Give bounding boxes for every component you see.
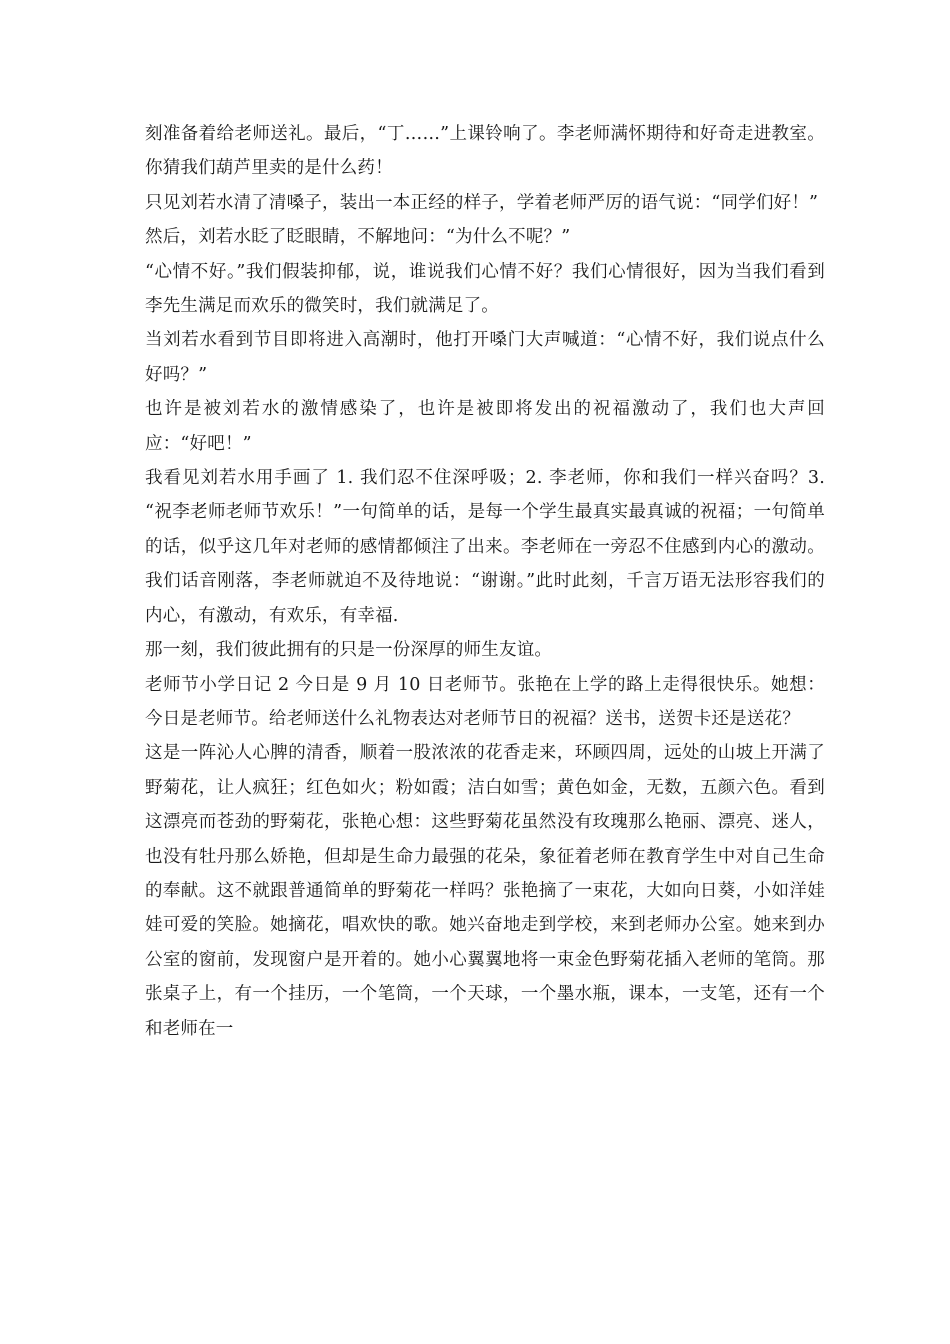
- paragraph: 只见刘若水清了清嗓子，装出一本正经的样子，学着老师严厉的语气说：“同学们好！”: [145, 192, 819, 213]
- paragraph: 那一刻，我们彼此拥有的只是一份深厚的师生友谊。: [145, 640, 553, 661]
- paragraph: 刻准备着给老师送礼。最后，“丁……”上课铃响了。李老师满怀期待和好奇走进教室。你猜我们葫芦里卖的是什么药！: [145, 124, 825, 179]
- paragraph: 当刘若水看到节目即将进入高潮时，他打开嗓门大声喊道：“心情不好，我们说点什么好吗？”: [145, 330, 825, 385]
- paragraph: 我看见刘若水用手画了 1. 我们忍不住深呼吸；2. 李老师，你和我们一样兴奋吗？3. “祝李老师老师节欢乐！”一句简单的话，是每一个学生最真实最真诚的祝福；一句简单的话，似乎这几年对老师的感情都倾注了出来。李老师在一旁忍不住感到内心的激动。我们话音刚落，李老师就迫不及待地说：“谢谢。”此时此刻，千言万语无法形容我们的内心，有激动，有欢乐，有幸福.: [145, 468, 825, 626]
- paragraph: 老师节小学日记 2 今日是 9 月 10 日老师节。张艳在上学的路上走得很快乐。她想：今日是老师节。给老师送什么礼物表达对老师节日的祝福？送书，送贺卡还是送花？: [145, 674, 825, 729]
- paragraph: 这是一阵沁人心脾的清香，顺着一股浓浓的花香走来，环顾四周，远处的山坡上开满了野菊花，让人疯狂；红色如火；粉如霞；洁白如雪；黄色如金，无数，五颜六色。看到这漂亮而苍劲的野菊花，张艳心想：这些野菊花虽然没有玫瑰那么艳丽、漂亮、迷人，也没有牡丹那么娇艳，但却是生命力最强的花朵，象征着老师在教育学生中对自己生命的奉献。这不就跟普通简单的野菊花一样吗？张艳摘了一束花，大如向日葵，小如洋娃娃可爱的笑脸。她摘花，唱欢快的歌。她兴奋地走到学校，来到老师办公室。她来到办公室的窗前，发现窗户是开着的。她小心翼翼地将一束金色野菊花插入老师的笔筒。那张桌子上，有一个挂历，一个笔筒，一个天球，一个墨水瓶，课本，一支笔，还有一个和老师在一: [145, 743, 825, 1039]
- paragraph: “心情不好。”我们假装抑郁，说，谁说我们心情不好？我们心情很好，因为当我们看到李先生满足而欢乐的微笑时，我们就满足了。: [145, 261, 825, 317]
- document-body: [145, 117, 825, 1046]
- paragraph: 也许是被刘若水的激情感染了，也许是被即将发出的祝福激动了，我们也大声回应：“好吧！”: [145, 399, 825, 454]
- paragraph: 然后，刘若水眨了眨眼睛，不解地问：“为什么不呢？”: [145, 227, 571, 248]
